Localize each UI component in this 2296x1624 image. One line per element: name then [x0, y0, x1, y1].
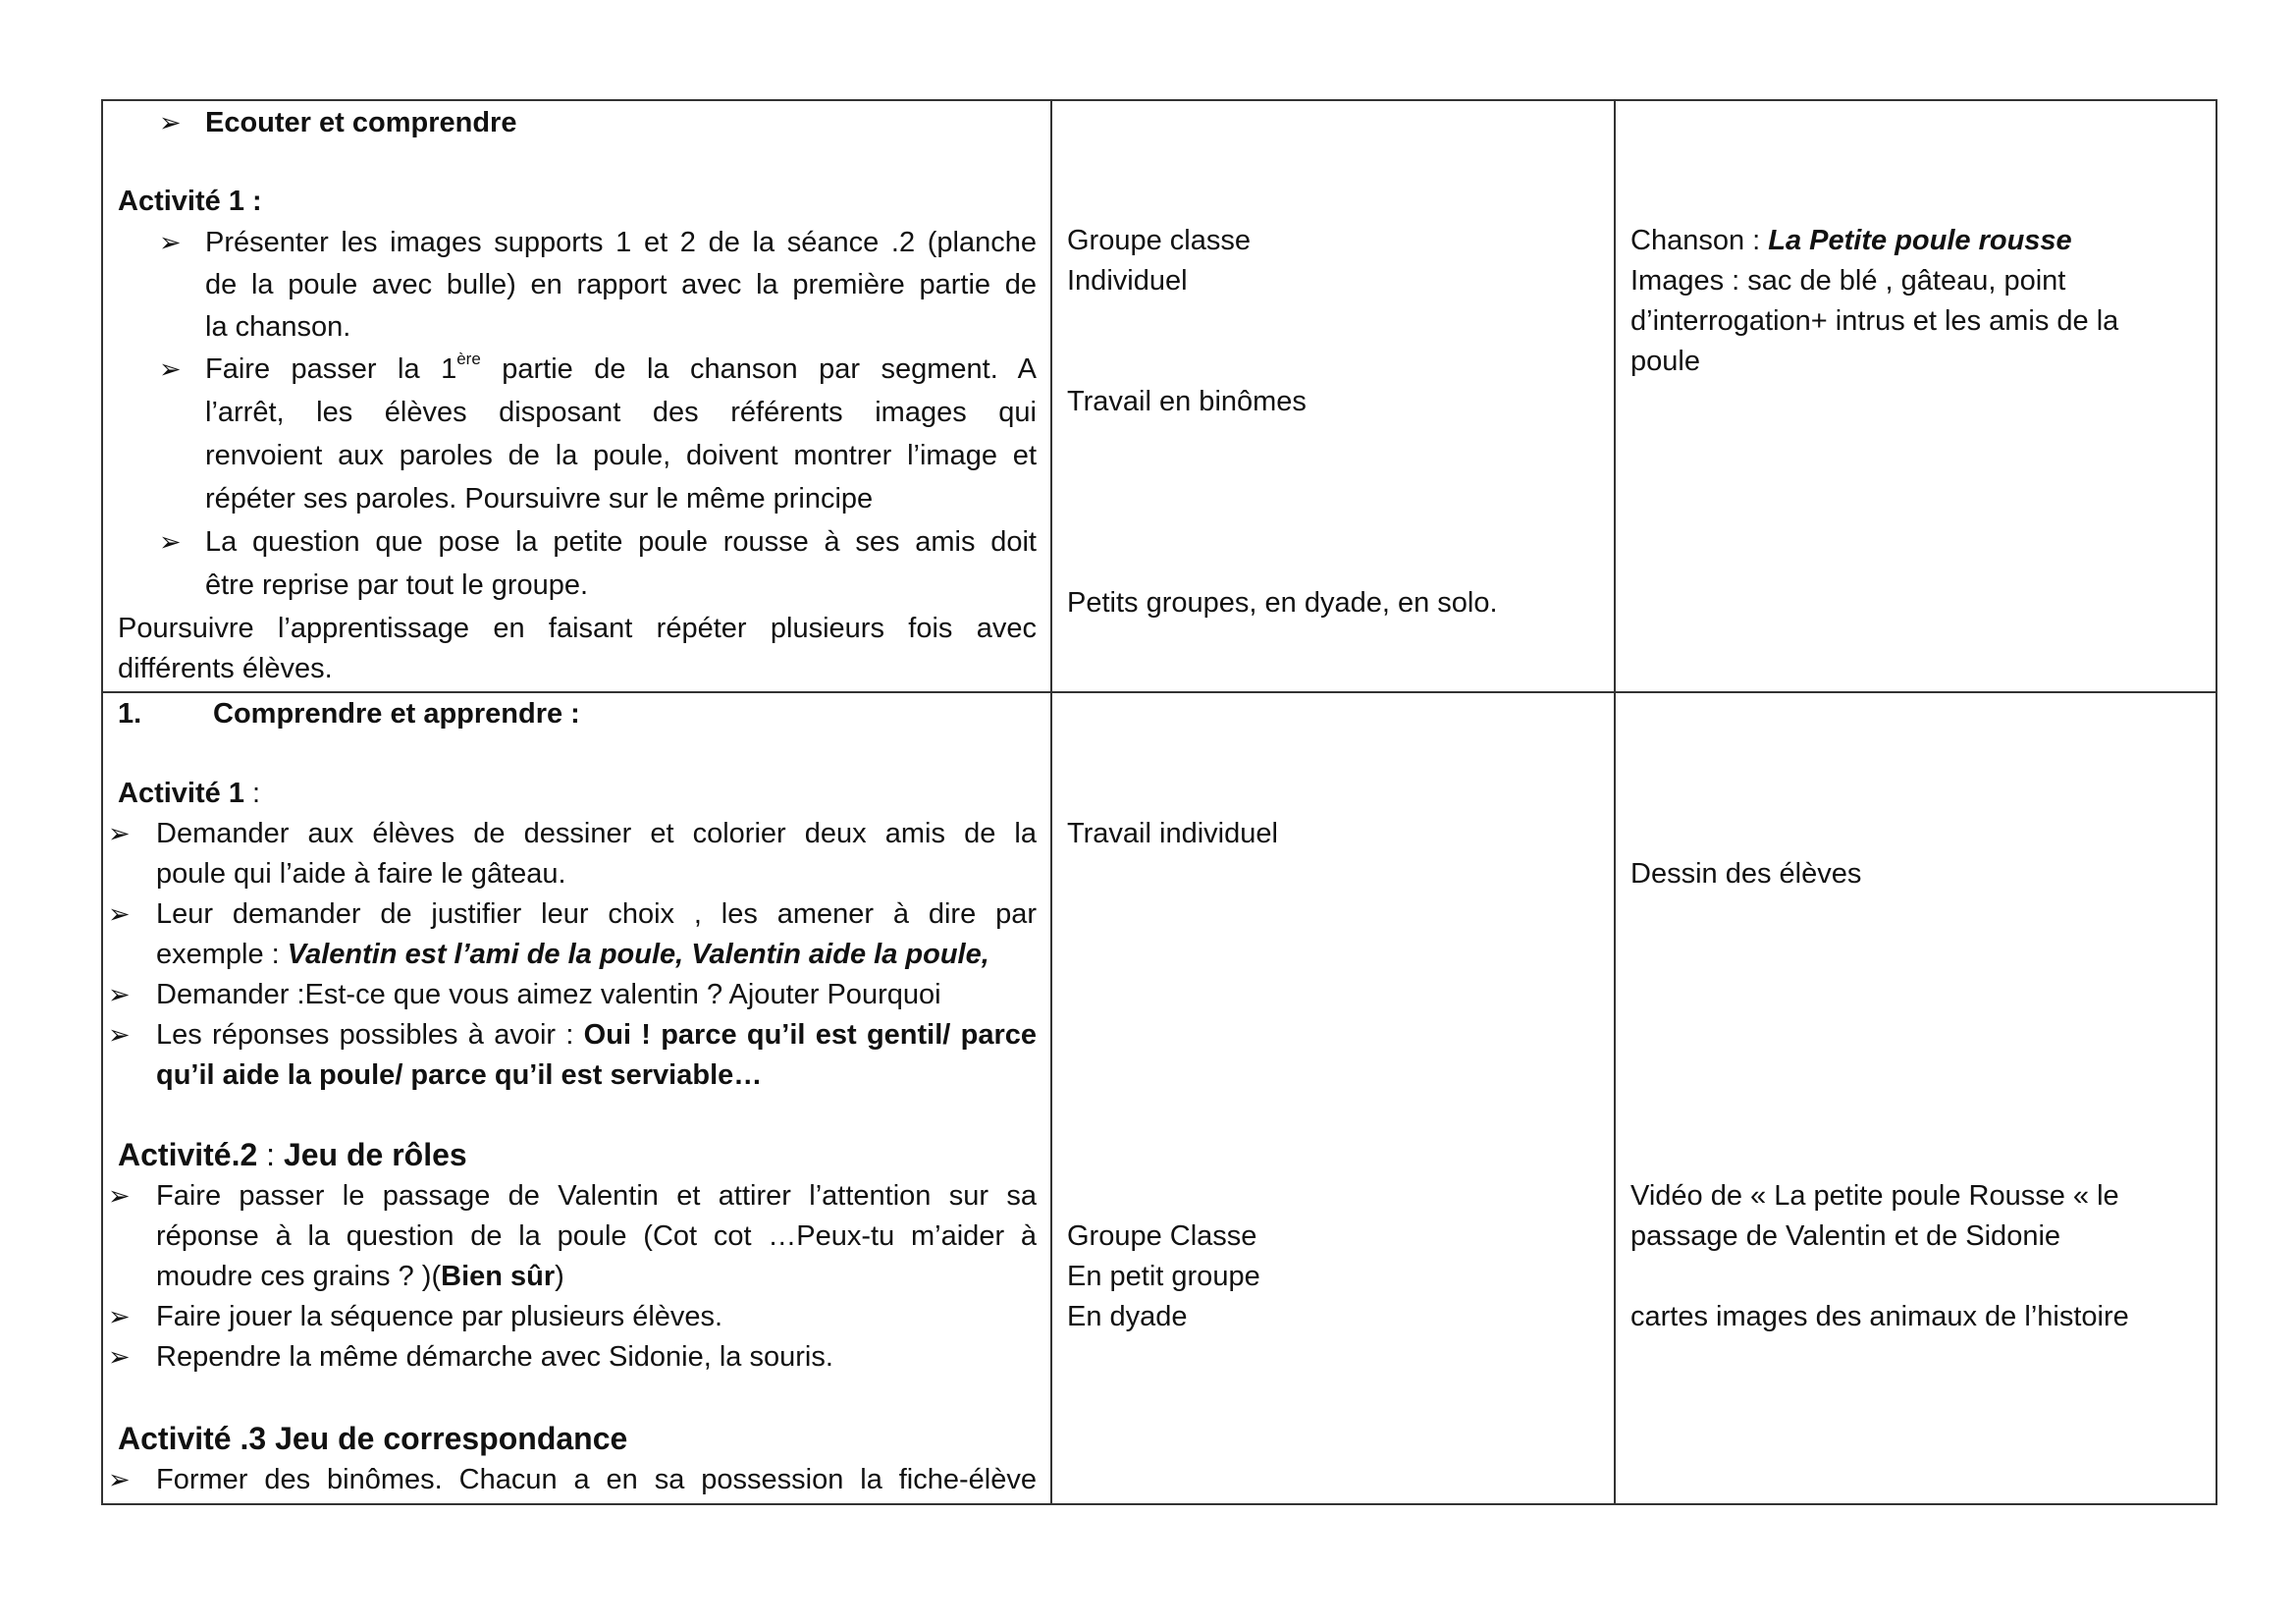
group-label: En dyade: [1067, 1301, 1188, 1332]
arrowhead-bullet-icon: ➢: [108, 1302, 131, 1331]
group-label: Groupe classe: [1067, 225, 1251, 256]
arrowhead-bullet-icon: ➢: [108, 980, 131, 1009]
cell-activities-2: [102, 692, 1051, 1504]
bullet-text: renvoient aux paroles de la poule, doivent montrer l’image et: [205, 440, 1037, 471]
group-label: En petit groupe: [1067, 1261, 1260, 1292]
bullet-text: Former des binômes. Chacun a en sa possession la fiche-élève: [156, 1464, 1037, 1495]
bullet-text: Demander :Est-ce que vous aimez valentin ? Ajouter Pourquoi: [156, 979, 941, 1010]
section-number: 1.: [118, 698, 142, 730]
bullet-text: être reprise par tout le groupe.: [205, 569, 589, 601]
bullet-text: poule qui l’aide à faire le gâteau.: [156, 858, 566, 890]
bullet-text: Faire jouer la séquence par plusieurs élèves.: [156, 1301, 723, 1332]
bullet-text: Présenter les images supports 1 et 2 de la séance .2 (planche: [205, 227, 1037, 258]
materials-text: poule: [1630, 346, 1700, 377]
bullet-text: Les réponses possibles à avoir : Oui ! parce qu’il est gentil/ parce: [156, 1019, 1037, 1051]
group-label: Travail individuel: [1067, 818, 1278, 849]
section-heading: Comprendre et apprendre :: [213, 698, 580, 730]
bullet-text: Leur demander de justifier leur choix , les amener à dire par: [156, 898, 1037, 930]
arrowhead-bullet-icon: ➢: [108, 1342, 131, 1372]
bullet-text: La question que pose la petite poule rousse à ses amis doit: [205, 526, 1037, 558]
materials-text: Vidéo de « La petite poule Rousse « le: [1630, 1180, 2119, 1212]
arrowhead-bullet-icon: ➢: [108, 1465, 131, 1494]
cell-organisation-1: [1051, 100, 1615, 692]
arrowhead-bullet-icon: ➢: [108, 899, 131, 929]
materials-text: passage de Valentin et de Sidonie: [1630, 1220, 2061, 1252]
bullet-text: Faire passer la 1ère partie de la chanson par segment. A: [205, 350, 1037, 385]
bullet-text: réponse à la question de la poule (Cot cot …Peux-tu m’aider à: [156, 1220, 1037, 1252]
materials-text: d’interrogation+ intrus et les amis de la: [1630, 305, 2119, 337]
cell-materials-2: [1615, 692, 2216, 1504]
activity-label: Activité .3 Jeu de correspondance: [118, 1421, 628, 1456]
bullet-text: exemple : Valentin est l’ami de la poule, Valentin aide la poule,: [156, 939, 989, 970]
bullet-text: moudre ces grains ? )(Bien sûr): [156, 1261, 564, 1292]
closing-text: Poursuivre l’apprentissage en faisant répéter plusieurs fois avec: [118, 613, 1037, 644]
song-title: La Petite poule rousse: [1768, 225, 2072, 256]
arrowhead-bullet-icon: ➢: [108, 819, 131, 848]
cell-materials-1: [1615, 100, 2216, 692]
bullet-text: l’arrêt, les élèves disposant des référents images qui: [205, 397, 1037, 428]
bullet-text: Faire passer le passage de Valentin et attirer l’attention sur sa: [156, 1180, 1037, 1212]
group-label: Groupe Classe: [1067, 1220, 1257, 1252]
activity-label: Activité.2 : Jeu de rôles: [118, 1137, 467, 1172]
arrowhead-bullet-icon: ➢: [159, 228, 182, 257]
arrowhead-bullet-icon: ➢: [108, 1181, 131, 1211]
arrowhead-bullet-icon: ➢: [159, 108, 182, 137]
group-label: Individuel: [1067, 265, 1188, 297]
bullet-text: qu’il aide la poule/ parce qu’il est serviable…: [156, 1059, 763, 1091]
section-heading: Ecouter et comprendre: [205, 107, 517, 138]
materials-text: cartes images des animaux de l’histoire: [1630, 1301, 2129, 1332]
table-row: [102, 692, 2216, 1504]
activity-label: Activité 1 :: [118, 778, 261, 809]
bullet-text: la chanson.: [205, 311, 351, 343]
bullet-text: Rependre la même démarche avec Sidonie, la souris.: [156, 1341, 833, 1373]
arrowhead-bullet-icon: ➢: [159, 354, 182, 384]
materials-text: Images : sac de blé , gâteau, point: [1630, 265, 2066, 297]
bullet-text: répéter ses paroles. Poursuivre sur le même principe: [205, 483, 874, 514]
activity-label: Activité 1 :: [118, 186, 262, 217]
group-label: Petits groupes, en dyade, en solo.: [1067, 587, 1498, 619]
closing-text: différents élèves.: [118, 653, 333, 684]
group-label: Travail en binômes: [1067, 386, 1307, 417]
bullet-text: de la poule avec bulle) en rapport avec la première partie de: [205, 269, 1037, 300]
table-row: [102, 100, 2216, 692]
cell-organisation-2: [1051, 692, 1615, 1504]
lesson-plan-table: [101, 99, 2217, 1505]
arrowhead-bullet-icon: ➢: [108, 1020, 131, 1050]
song-line: Chanson : La Petite poule rousse: [1630, 225, 2072, 256]
materials-text: Dessin des élèves: [1630, 858, 1862, 890]
bullet-text: Demander aux élèves de dessiner et colorier deux amis de la: [156, 818, 1037, 849]
arrowhead-bullet-icon: ➢: [159, 527, 182, 557]
cell-activities-1: [102, 100, 1051, 692]
